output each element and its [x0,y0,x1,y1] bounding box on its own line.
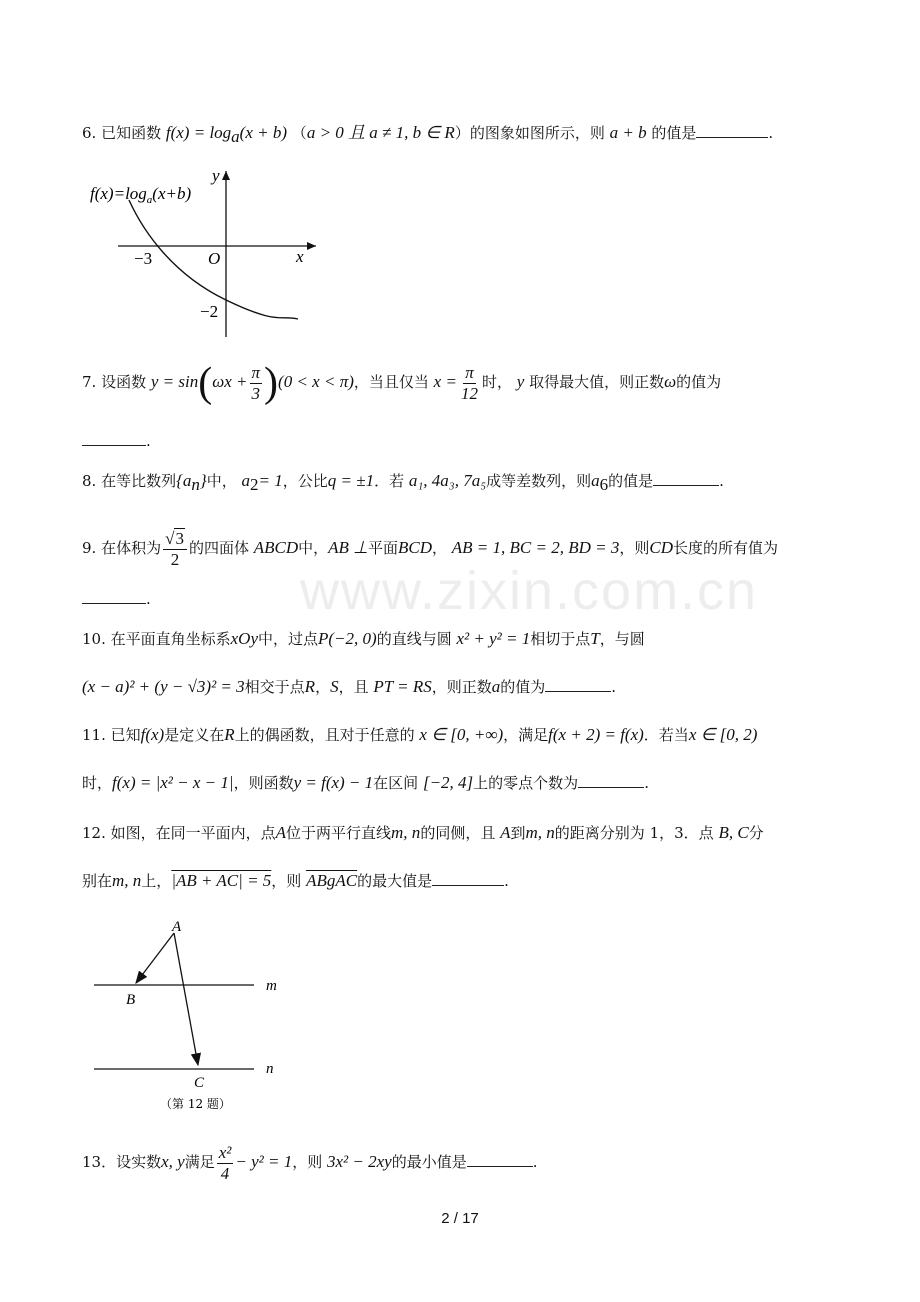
graph-axis-y-label: y [212,166,220,185]
answer-blank-10[interactable] [545,677,611,692]
q7-domain: (0 < x < π) [278,372,354,391]
q12-mn: m, n [391,823,421,842]
q6-text-mid: 的图象如图所示，则 [469,124,605,142]
vector-AB [136,933,174,983]
q11-t1: 是定义在 [164,726,225,744]
q10-T: T [590,629,600,648]
q10-S: S [330,677,339,696]
answer-blank-12[interactable] [432,871,504,886]
q7-y-var: y [516,372,525,391]
q12-dot: ABgAC [306,871,358,890]
q12-A2: A [500,823,511,842]
q10-R: R [304,677,316,696]
q12-t6: 别在 [82,872,113,890]
q12-t8: ，则 [271,872,302,890]
q12-mn2: m, n [525,823,555,842]
q7-period: . [146,432,151,450]
q10-t4: ，与圆 [599,630,645,648]
q11-def: f(x) = |x² − x − 1| [112,773,234,792]
fig-label-m: m [266,978,277,994]
q10-t8: ，则正数 [431,678,492,696]
question-12-line2 [82,870,509,892]
q11-fx: f(x) [140,725,165,744]
q8-t5: 的值是 [608,472,654,490]
q8-seq-close: } [199,471,207,490]
q8-a6: a [591,471,600,490]
q7-lhs: y = sin [150,372,199,391]
q12-t2: 的同侧，且 [420,824,496,842]
q6-cond-close: ） [454,124,470,142]
q13-t1: 满足 [184,1153,215,1171]
q7-mid: ，当且仅当 [353,373,429,391]
q8-seq: {a [176,471,192,490]
question-13 [82,1140,538,1184]
q7-tail3: 的值为 [676,373,722,391]
q8-t1: 中， [206,472,237,490]
q9-t6: 长度的所有值为 [673,539,779,557]
question-10-line2 [82,676,616,698]
q10-t2: 的直线与圆 [376,630,452,648]
q7-x-den: 12 [460,383,478,403]
answer-blank-11[interactable] [578,773,644,788]
question-9-answer-line [82,588,151,610]
q9-t3: 平面 [367,539,398,557]
q11-g: y = f(x) − 1 [293,773,374,792]
question-6 [82,122,773,148]
question-8 [82,470,724,496]
q11-t3: ，满足 [503,726,549,744]
q11-t4: ．若当 [643,726,689,744]
q12-BC: B, C [718,823,749,842]
q12-figure [90,915,300,1120]
q7-lead: 7. 设函数 [82,373,147,391]
question-9 [82,526,778,570]
q13-frac-num: x² [218,1142,232,1162]
question-10 [82,628,645,650]
q7-x-eq: x = [433,372,457,391]
graph-tick-neg3: −3 [134,249,153,268]
q8-t2: ，公比 [282,472,328,490]
q11-t7: 在区间 [373,774,419,792]
q8-terms: a₁, 4a₃, 7a₅ [408,471,487,490]
q9-sqrt-value: 3 [175,528,184,548]
q11-eq: f(x + 2) = f(x) [548,725,644,744]
answer-blank-13[interactable] [467,1152,533,1167]
question-7-answer-line [82,430,151,452]
x-axis-arrow [307,242,316,250]
q12-t9: 的最大值是 [357,872,433,890]
q13-t2: ，则 [292,1153,323,1171]
q9-lead: 9. 在体积为 [82,539,162,557]
graph-axis-x-label: x [296,247,304,266]
q10-t3: 相切于点 [530,630,591,648]
q12-A: A [275,823,287,842]
q12-t3: 到 [510,824,526,842]
q8-q: q = ±1 [327,471,375,490]
answer-blank-6[interactable] [696,123,768,138]
q7-frac [250,363,263,404]
q7-inner: ωx + [212,372,248,391]
q13-frac [217,1143,234,1184]
q6-target: a + b [609,123,647,142]
q10-t7: ，且 [338,678,369,696]
q9-frac-den: 2 [170,549,180,569]
question-12 [82,822,764,844]
page-number: 2 / 17 [441,1210,479,1227]
q11-t5: 时， [82,774,113,792]
q8-t3: ．若 [374,472,405,490]
q8-a2: a [241,471,251,490]
q12-mn3: m, n [112,871,142,890]
q6-formula: f(x) = log [165,123,232,142]
q8-a2-sub: 2 [250,475,259,494]
question-11-line2 [82,772,649,794]
q9-frac-num: √3 [163,529,187,550]
q11-dom: x ∈ [0, +∞) [419,725,504,744]
q9-perp: AB ⊥ [328,538,368,557]
q9-lengths: AB = 1, BC = 2, BD = 3 [451,538,620,557]
q12-lead: 12. 如图，在同一平面内，点 [82,824,276,842]
q10-t1: 中，过点 [258,630,319,648]
answer-blank-8[interactable] [653,471,719,486]
fig-label-A: A [172,919,182,935]
q9-bcd: BCD [397,538,432,557]
q9-t5: ，则 [619,539,650,557]
fig-label-B: B [126,992,136,1008]
q6-graph [84,165,324,345]
q10-t5: 相交于点 [244,678,305,696]
q6-arg: (x + b) [239,123,288,142]
q7-paren-close: ) [264,360,279,406]
q7-frac-num: π [251,362,261,382]
q7-omega: ω [664,372,677,391]
q13-rest: − y² = 1 [235,1152,293,1171]
q11-period: . [644,774,649,792]
q10-p: P(−2, 0) [318,629,377,648]
q8-a6-sub: 6 [599,475,609,494]
q9-t4: ， [431,539,447,557]
fig-label-C: C [194,1075,205,1091]
question-11 [82,724,757,746]
answer-blank-9[interactable] [82,589,146,604]
vector-AC [174,933,198,1065]
q13-expr: 3x² − 2xy [327,1152,392,1171]
graph-tick-neg2: −2 [200,302,219,321]
q9-t2: 中， [298,539,329,557]
q8-a2-val: = 1 [258,471,283,490]
q12-t4: 的距离分别为 1，3．点 [554,824,714,842]
q10-lead: 10. 在平面直角坐标系 [82,630,231,648]
q7-frac-den: 3 [251,383,261,403]
y-axis-arrow [222,171,230,180]
q13-xy: x, y [161,1152,185,1171]
q7-tail: 时， [481,373,512,391]
q6-condition: a > 0 且 a ≠ 1, b ∈ R [306,123,455,142]
q7-paren-open: ( [198,360,213,406]
q11-interval: [−2, 4] [422,773,474,792]
q12-t5: 分 [748,824,764,842]
question-7 [82,360,721,404]
q8-seq-sub: n [191,475,200,494]
q13-t3: 的最小值是 [391,1153,467,1171]
answer-blank-7[interactable] [82,431,146,446]
watermark: www.zixin.com.cn [300,561,759,621]
q12-period: . [504,872,509,890]
q12-t7: 上， [141,872,172,890]
q10-circle2: (x − a)² + (y − √3)² = 3 [82,677,245,696]
q9-period: . [146,590,151,608]
q10-a: a [491,677,501,696]
q9-cd: CD [649,538,673,557]
q10-period: . [611,678,617,696]
q6-cond-open: （ [291,124,307,142]
q8-lead: 8. 在等比数列 [82,472,177,490]
q11-lead: 11. 已知 [82,726,141,744]
graph-fx-label: $f(x)=\log_a(x+b)$ [90,184,192,206]
q6-lead: 6. 已知函数 [82,124,162,142]
q11-R: R [224,725,235,744]
q10-xoy: xOy [230,629,258,648]
q8-period: . [719,472,724,490]
q9-t1: 的四面体 [188,539,249,557]
fig-label-n: n [266,1061,274,1077]
q6-text-end: 的值是 [651,124,697,142]
fig-caption: （第 12 题） [160,1097,231,1111]
q11-dom2: x ∈ [0, 2) [688,725,758,744]
q10-t6: ， [315,678,331,696]
q11-t6: ，则函数 [233,774,294,792]
q7-x-frac [459,363,480,404]
q12-t1: 位于两平行直线 [286,824,392,842]
q10-cond: PT = RS [373,677,432,696]
q11-t8: 上的零点个数为 [473,774,579,792]
q7-tail2: 取得最大值，则正数 [529,373,665,391]
q10-t9: 的值为 [500,678,546,696]
q13-lead: 13．设实数 [82,1153,162,1171]
graph-origin-label: O [208,249,221,268]
q13-period: . [532,1153,538,1171]
q7-x-num: π [465,362,474,382]
q9-abcd: ABCD [253,538,299,557]
q8-t4: 成等差数列，则 [486,472,592,490]
q12-cond: |AB + AC| = 5 [171,871,272,890]
q13-frac-den: 4 [220,1163,230,1183]
q11-t2: 上的偶函数，且对于任意的 [234,726,415,744]
q6-base: a [231,127,240,146]
q9-frac [163,529,187,570]
q10-circle1: x² + y² = 1 [456,629,531,648]
q6-period: . [768,124,774,142]
